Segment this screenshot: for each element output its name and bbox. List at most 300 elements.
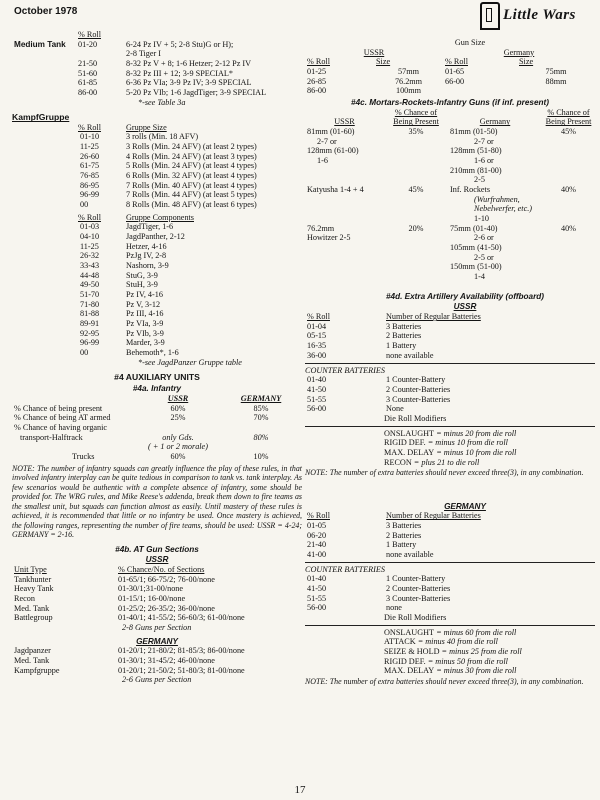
chance-value: 01-15/1; 16-00/none [118,594,186,604]
ussr-weapon: Katyusha 1-4 + 4 [307,185,364,195]
chance-value: 01-40/1; 41-55/2; 56-60/3; 61-00/none [118,613,245,623]
unit-type [12,623,116,633]
table-row [12,646,302,656]
roll-value [443,86,517,96]
col-roll: % Roll [78,122,101,132]
aux-units-title: #4 AUXILIARY UNITS [114,372,200,383]
table-row [12,404,302,414]
roll-value: 51-70 [80,289,100,299]
col-unit-type: Unit Type [14,565,47,575]
table-row [305,185,595,195]
ussr-value: 25% [170,413,186,423]
page-number: 17 [294,784,306,796]
size-value: 75mm [545,67,567,77]
desc-value: Pz VIb, 3-9 [126,328,164,338]
modifier-value: = plus 21 to die roll [411,457,480,467]
col-chance: % Chance of Being Present [393,107,439,127]
roll-value [76,49,124,59]
ussr-chance [384,175,448,185]
modifier-row [384,448,595,458]
table-row [12,584,302,594]
table-row [305,531,595,541]
table-row [305,233,595,243]
germany-chance: 40% [560,223,576,233]
table-row [305,262,595,272]
roll-value: 01-05 [307,521,327,531]
germany-weapon: 128mm (51-80) [450,146,502,156]
roll-value: 11-25 [80,141,99,151]
ussr-weapon: 1-6 [317,156,328,166]
desc-value: StuH, 3-9 [126,280,158,290]
roll-value: 44-48 [80,270,100,280]
ussr-chance [384,253,448,263]
roll-value: 56-00 [307,404,327,414]
germany-chance [542,195,595,205]
roll-value: 00 [80,347,89,357]
table-row [305,67,595,77]
germany-value: 80% [253,432,269,442]
modifier-row [384,647,595,657]
table-row [12,49,302,59]
ussr-chance: 35% [408,127,424,137]
table-row [12,242,302,252]
roll-value: 92-95 [80,328,100,338]
roll-value: 26-85 [307,76,327,86]
chance-value: 01-30/1;31-00/none [118,584,184,594]
desc-value: 8-32 Pz V + 8; 1-6 Hetzer; 2-12 Pz IV [126,59,252,69]
germany-chance [542,166,595,176]
table-row [12,656,302,666]
modifier-row [384,628,595,638]
desc-value: Behemoth*, 1-6 [126,347,179,357]
table-row [12,300,302,310]
modifier-value: = minus 40 from die roll [415,637,498,647]
kampfgruppe-label: KampfGruppe [12,112,70,123]
table-row [305,404,595,414]
roll-value: 86-00 [78,88,98,98]
roll-value: 01-03 [80,222,100,232]
ussr-chance [384,146,448,156]
roll-value: 01-25 [307,67,327,77]
modifier-row [384,429,595,439]
desc-value: 3 rolls (Min. 18 AFV) [126,132,199,142]
table-row [12,142,302,152]
table-row [305,272,595,282]
col-size: Size [376,57,391,67]
table-row [12,88,302,98]
modifier-key: RECON [384,457,412,467]
ussr-weapon [305,272,384,282]
modifier-row [384,637,595,647]
germany-weapon: 2-5 [474,175,485,185]
modifier-value: = minus 30 from die roll [434,666,517,676]
table-row [12,675,302,685]
desc-value: Pz IV, 4-16 [126,289,163,299]
col-ussr: USSR [167,394,189,404]
table-row [12,190,302,200]
germany-weapon: 1-4 [474,272,485,282]
table-row [12,594,302,604]
table-row [305,137,595,147]
roll-value: 36-00 [307,350,327,360]
at-ussr-title: USSR [145,555,169,565]
unit-type: Med. Tank [14,656,50,666]
germany-chance [542,204,595,214]
ussr-weapon: Howitzer 2-5 [307,233,351,243]
roll-value: 01-10 [80,132,100,142]
table-row [12,623,302,633]
modifier-row [384,458,595,468]
chance-value: 01-20/1; 21-80/2; 81-85/3; 86-00/none [118,646,245,656]
table-row [305,77,595,87]
roll-value: 61-85 [78,78,98,88]
modifier-row [384,438,595,448]
modifier-value: = minus 25 from die roll [439,647,522,657]
table-row [12,251,302,261]
desc-value: Nashorn, 3-9 [126,260,169,270]
ussr-chance [384,262,448,272]
ussr-weapon [305,214,384,224]
desc-value: 2 Batteries [386,530,422,540]
germany-chance [542,137,595,147]
table-row [305,603,595,613]
roll-value: 16-35 [307,341,327,351]
germany-chance: 40% [560,185,576,195]
desc-value: PzJg IV, 2-8 [126,251,167,261]
table-row [305,127,595,137]
roll-value: 61-75 [80,161,100,171]
size-value: 76.2mm [394,76,423,86]
roll-value: 01-40 [307,574,327,584]
desc-value: *-see Table 3a [138,97,186,107]
row-label: Trucks [72,452,95,462]
roll-value: 21-50 [78,59,98,69]
ussr-chance [384,166,448,176]
row-label: % Chance of having organic [14,423,108,433]
germany-weapon: 2-5 or [474,252,494,262]
at-ussr-table [12,565,302,633]
table-row [12,613,302,623]
col-roll: % Roll [307,511,330,521]
table-row [12,329,302,339]
col-gruppe-size: Gruppe Size [126,122,167,132]
chance-value: 01-30/1; 31-45/2; 46-00/none [118,656,215,666]
ussr-value: ( + 1 or 2 morale) [148,442,208,452]
modifier-key: ONSLAUGHT [384,428,435,438]
counter-batteries-title: COUNTER BATTERIES [305,564,385,574]
chance-value: 01-25/2; 26-35/2; 36-00/none [118,603,215,613]
table-row [305,322,595,332]
roll-value: 21-40 [307,540,327,550]
germany-weapon: 2-7 or [474,136,494,146]
col-germany: Germany [479,117,511,127]
table-row [12,200,302,210]
col-size: Size [519,57,534,67]
chance-value: 2-8 Guns per Section [122,623,192,633]
table-row [305,243,595,253]
ussr-chance [384,195,448,205]
ussr-weapon [305,166,384,176]
desc-value: 6 Rolls (Min. 32 AFV) (at least 4 types) [126,170,257,180]
art-ussr-note: NOTE: The number of extra batteries should never exceed three(3), in any combination. [305,468,584,478]
germany-weapon: 2-6 or [474,233,494,243]
germany-chance [542,214,595,224]
germany-chance [542,233,595,243]
row-label: % Chance of being AT armed [14,413,111,423]
roll-value: 01-40 [307,375,327,385]
ussr-weapon [305,243,384,253]
col-chance: % Chance of Being Present [545,107,592,127]
germany-value: 70% [253,413,269,423]
table-row [305,224,595,234]
table-row [12,181,302,191]
unit-type: Tankhunter [14,574,52,584]
roll-value: 51-55 [307,593,327,603]
germany-chance: 45% [560,127,576,137]
desc-value: 3 Rolls (Min. 24 AFV) (at least 2 types) [126,141,257,151]
germany-chance [542,272,595,282]
unit-type: Kampfgruppe [14,665,60,675]
die-roll-modifiers: Die Roll Modifiers [384,413,447,423]
ussr-weapon: 2-7 or [317,136,337,146]
desc-value: 3 Counter-Batteries [386,394,451,404]
desc-value: Pz III, 4-16 [126,309,164,319]
table-row [12,575,302,585]
unit-type [12,675,116,685]
roll-value: 11-25 [80,241,99,251]
table-row [305,574,595,584]
germany-chance [542,156,595,166]
modifier-value: = minus 20 from die roll [434,428,517,438]
desc-value: Marder, 3-9 [126,338,165,348]
gun-size-title: Gun Size [454,38,486,47]
col-chance: % Chance/No. of Sections [118,565,205,575]
table-row [305,594,595,604]
table-row [12,69,302,79]
desc-value: Hetzer, 4-16 [126,241,167,251]
ussr-weapon [305,195,384,205]
art-ussr-title: USSR [453,302,477,312]
table-row [12,319,302,329]
roll-value: 96-99 [80,190,100,200]
modifier-key: RIGID DEF. [384,438,426,448]
ussr-weapon [305,204,384,214]
gun-size-table [305,48,595,96]
roll-value [76,98,124,108]
ussr-weapon [305,175,384,185]
desc-value: none [386,603,402,613]
ussr-chance [384,204,448,214]
table-row [305,331,595,341]
germany-chance [542,243,595,253]
germany-value: 10% [253,452,269,462]
desc-value: 2-8 Tiger I [126,49,162,59]
desc-value: none available [386,350,434,360]
germany-weapon: Inf. Rockets [450,185,491,195]
desc-value: 5-20 Pz VIb; 1-6 JagdTiger; 3-9 SPECIAL [126,88,267,98]
table-row [12,132,302,142]
desc-value: 1 Battery [386,341,417,351]
unit-type: Battlegroup [14,613,53,623]
germany-value [220,423,302,433]
desc-value: JagdTiger, 1-6 [126,222,174,232]
germany-chance [542,253,595,263]
table-row [12,433,302,443]
roll-value: 00 [80,199,89,209]
ussr-chance [384,156,448,166]
table-row [305,253,595,263]
desc-value: 4 Rolls (Min. 24 AFV) (at least 3 types) [126,151,257,161]
at-germany-table [12,646,302,685]
mortars-title: #4c. Mortars-Rockets-Infantry Guns (if inf. present) [351,98,549,108]
ussr-chance [384,272,448,282]
germany-chance [542,262,595,272]
table-row [12,348,302,358]
mortars-table [305,108,595,282]
roll-value: 06-20 [307,530,327,540]
table-row [12,413,302,423]
right-column [305,8,595,687]
germany-weapon: 1-10 [474,214,490,224]
table-row [305,341,595,351]
roll-value: 56-00 [307,603,327,613]
desc-value: 7 Rolls (Min. 44 AFV) (at least 5 types) [126,190,257,200]
germany-weapon: Nebelwerfer, etc.) [474,204,532,214]
at-germany-title: GERMANY [136,636,178,646]
ussr-value: 60% [170,452,186,462]
modifier-key: SEIZE & HOLD [384,647,440,657]
table-row [305,195,595,205]
table-row [12,423,302,433]
desc-value: Pz VIa, 3-9 [126,318,164,328]
table-row [305,156,595,166]
counter-batteries-title: COUNTER BATTERIES [305,365,385,375]
table-row [305,521,595,531]
unit-type: Heavy Tank [14,584,54,594]
roll-value: 51-55 [307,394,327,404]
desc-value: 6-24 Pz IV + 5; 2-8 Stu)G or H); [126,39,234,49]
table-row [305,351,595,361]
infantry-note: NOTE: The number of infantry squads can greatly influence the play of these rules, in that involved infantry interplay can be quite tedious in comparison to tank vs. tank interplay. As few scenarios would be authentic with a complete absence of infantry, some should be provided for. The WRG rules, and Mike Reese's addenda, break them down to fire teams as the smallest unit, but squads can function almost as easily. Until mastery of these rules is achieved, it is recommended that little or no infantry be used. Once mastery is achieved, the following ranges, representing the number of fire teams, should be used: USSR = 4-24; GERMANY = 2-16. [12,463,302,540]
kampfgruppe-comp-table [12,213,302,368]
roll-value: 33-43 [80,260,100,270]
col-roll: % Roll [307,312,330,322]
medium-tank-label: Medium Tank [14,39,66,49]
roll-value: 01-65 [445,67,465,77]
table-row [12,40,302,50]
row-label: transport-Halftrack [20,432,83,442]
table-row [305,86,595,96]
desc-value: 8-32 Pz III + 12; 3-9 SPECIAL* [126,68,233,78]
desc-value: 7 Rolls (Min. 40 AFV) (at least 4 types) [126,180,257,190]
ussr-chance [384,243,448,253]
ussr-chance: 20% [408,223,424,233]
table-row [12,152,302,162]
unit-type: Jagdpanzer [14,646,51,656]
desc-value: 1 Battery [386,540,417,550]
desc-value: 5 Rolls (Min. 24 AFV) (at least 4 types) [126,161,257,171]
table-row [12,232,302,242]
col-ussr: USSR [363,47,385,57]
col-roll: % Roll [307,57,330,67]
desc-value: Pz V, 3-12 [126,299,161,309]
roll-value [76,358,124,368]
die-roll-modifiers: Die Roll Modifiers [384,613,447,623]
table-row [12,604,302,614]
table-row [12,358,302,368]
modifier-key: ATTACK [384,637,416,647]
ussr-weapon [305,253,384,263]
ussr-chance [384,214,448,224]
desc-value: 6-36 Pz VIa; 3-9 Pz IV; 3-9 SPECIAL [126,78,252,88]
table-row [12,309,302,319]
infantry-title: #4a. Infantry [132,384,182,394]
row-label [12,442,136,452]
table-row [305,584,595,594]
size-value: 57mm [398,67,419,77]
germany-weapon: (Wurfrahmen, [474,194,520,204]
desc-value: 3 Batteries [386,321,422,331]
modifier-key: MAX. DELAY [384,447,435,457]
roll-value: 01-04 [307,321,327,331]
col-ussr: USSR [334,117,355,127]
size-value [517,86,595,96]
germany-value [220,442,302,452]
table-row [305,540,595,550]
table-row [12,666,302,676]
germany-value: 85% [253,403,269,413]
kampfgruppe-size-table [12,123,302,210]
roll-value: 86-95 [80,180,100,190]
roll-value: 26-60 [80,151,100,161]
table-row [12,271,302,281]
col-gruppe-components: Gruppe Components [126,212,194,222]
infantry-table [12,394,302,462]
desc-value: StuG, 3-9 [126,270,158,280]
issue-date: October 1978 [14,6,78,17]
modifier-row [384,657,595,667]
ussr-weapon: 76.2mm [307,223,335,233]
desc-value: 2 Counter-Batteries [386,384,451,394]
roll-value: 41-50 [307,384,327,394]
modifier-key: RIGID DEF. [384,656,426,666]
col-roll: % Roll [445,57,468,67]
desc-value: JagdPanther, 2-12 [126,231,185,241]
modifier-value: = minus 60 from die roll [434,627,517,637]
roll-value: 49-50 [80,280,100,290]
table-row [12,171,302,181]
left-column [12,30,302,685]
table-row [305,550,595,560]
table-row [12,59,302,69]
unit-type: Recon [14,594,35,604]
table-row [12,98,302,108]
at-guns-title: #4b. AT Gun Sections [115,544,199,554]
table-row [305,375,595,385]
table-row [12,222,302,232]
ussr-weapon: 128mm (61-00) [307,146,359,156]
chance-value: 2-6 Guns per Section [122,675,192,685]
desc-value: *-see JagdPanzer Gruppe table [138,357,242,367]
ussr-weapon [305,262,384,272]
col-roll: % Roll [78,212,101,222]
table-row [305,214,595,224]
table-row [12,161,302,171]
table-row [305,395,595,405]
modifier-value: = minus 50 from die roll [425,656,508,666]
modifier-value: = minus 10 from die roll [425,438,508,448]
germany-weapon: 81mm (01-50) [450,127,498,137]
